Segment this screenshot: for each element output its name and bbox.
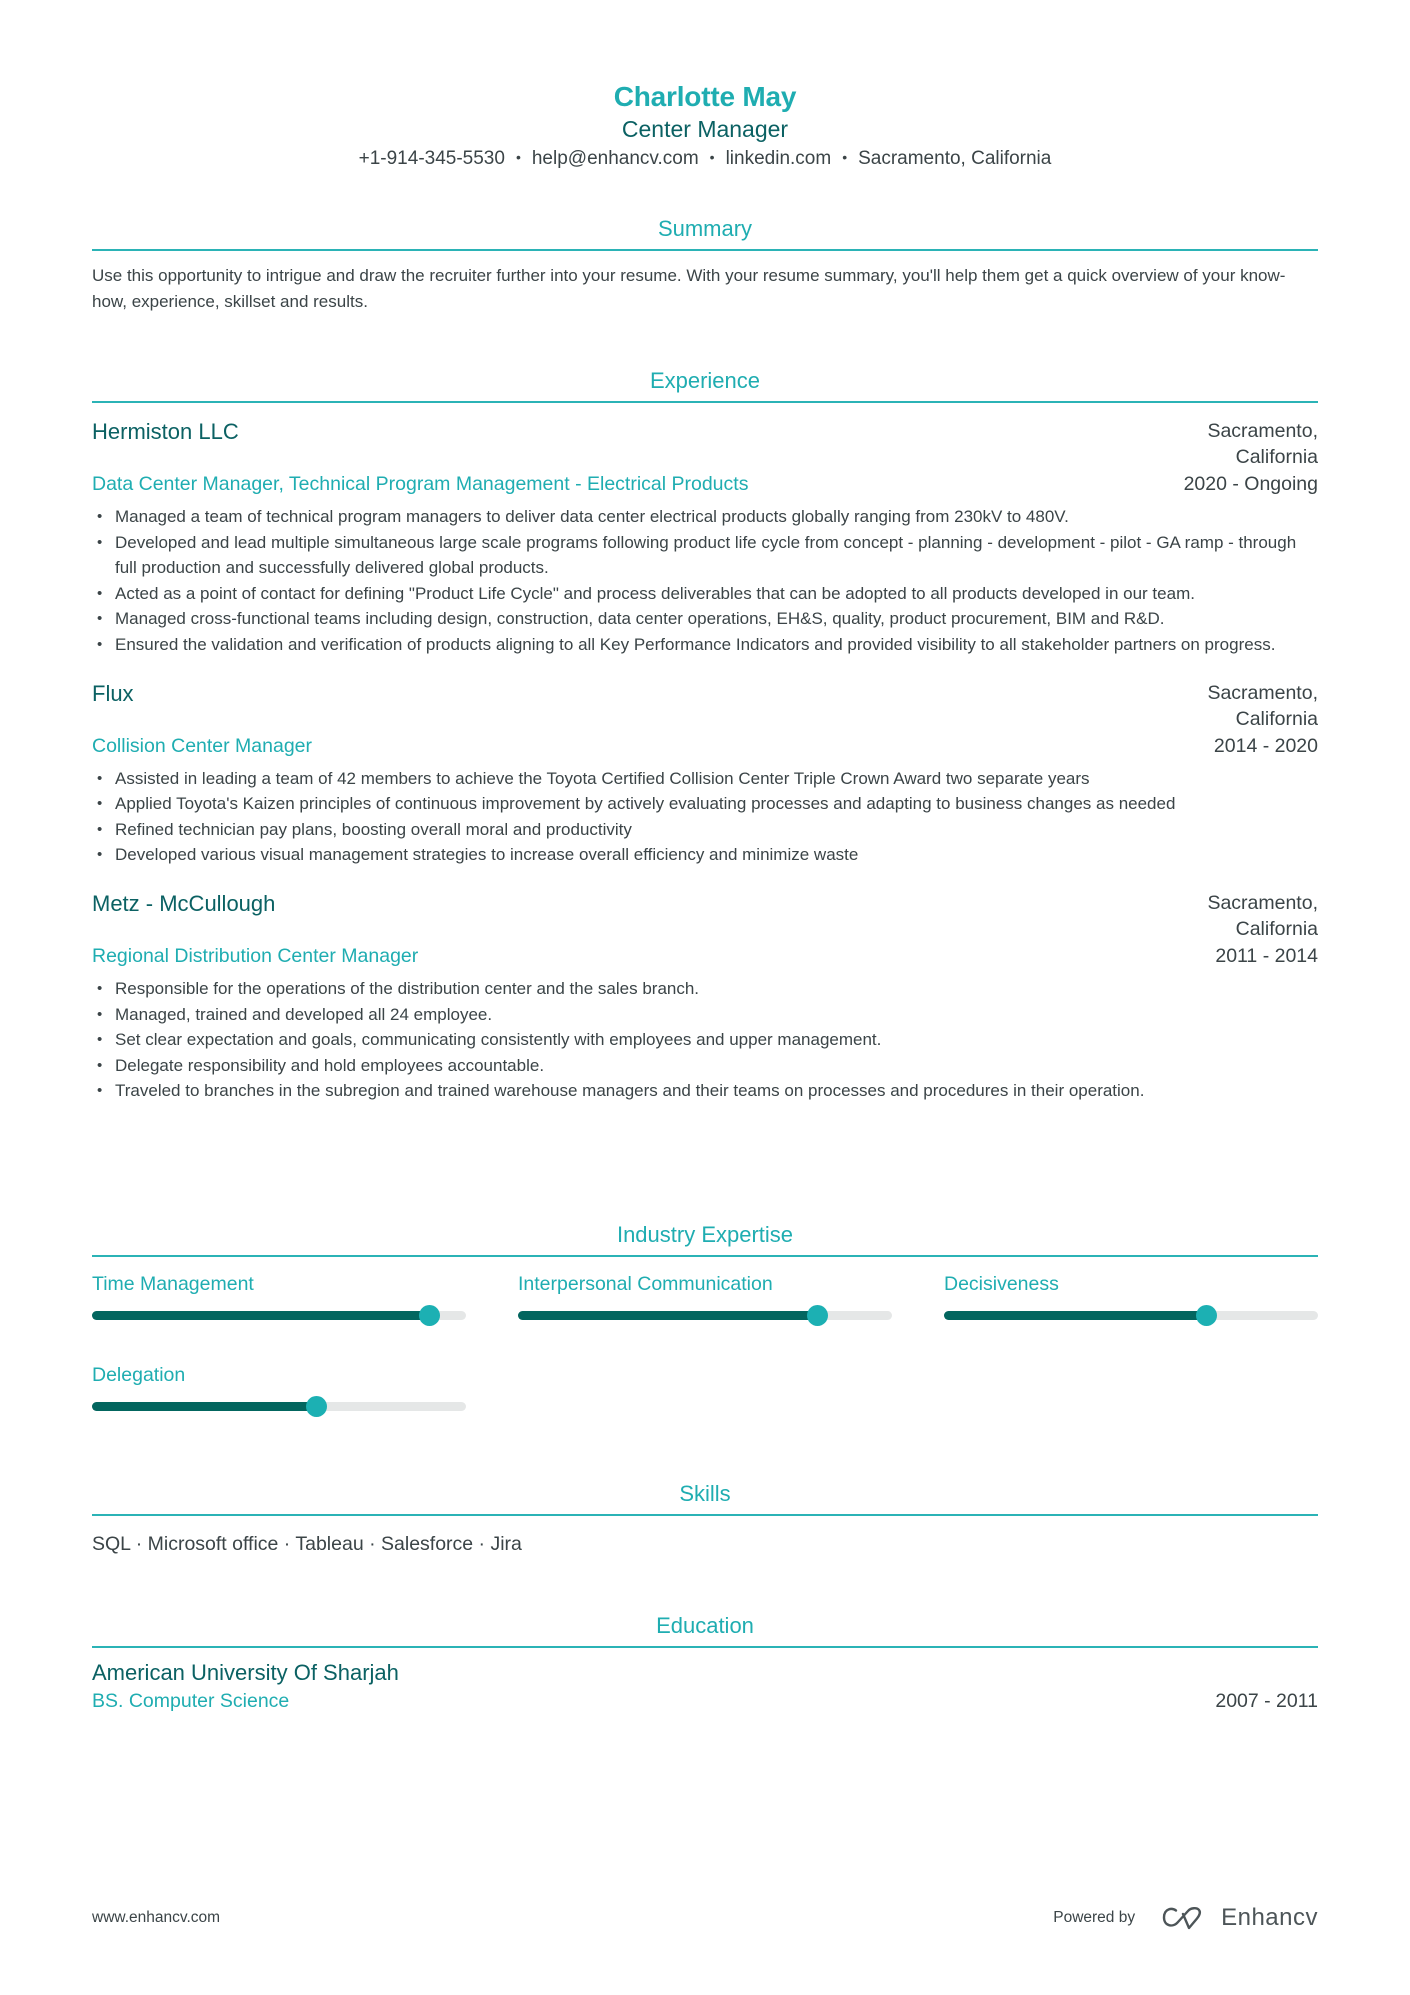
entry-header	[92, 418, 1318, 470]
location-line: California	[1235, 707, 1318, 730]
achievement-item: • Managed, trained and developed all 24 employee.	[92, 1002, 1318, 1028]
section-title-summary: Summary	[657, 216, 753, 241]
enhancv-logo-icon	[1161, 1905, 1207, 1931]
skills-list: SQL · Microsoft office · Tableau · Salesforce · Jira	[92, 1533, 522, 1555]
powered-by	[1053, 1904, 1318, 1932]
skills-section	[92, 1480, 1318, 1558]
degree: BS. Computer Science	[92, 1690, 290, 1712]
entry-location	[1158, 890, 1318, 942]
phone: +1-914-345-5530	[358, 148, 505, 169]
expertise-bar-knob	[419, 1305, 440, 1326]
achievement-item: • Managed cross-functional teams including design, construction, data center operations, EH&S, quality, product procurement, BIM and R&D.	[92, 606, 1318, 632]
experience-section	[92, 367, 1318, 1104]
expertise-bar-fill	[518, 1311, 817, 1320]
location-line: Sacramento,	[1207, 420, 1318, 442]
contact-line	[0, 146, 1410, 172]
achievement-item: • Acted as a point of contact for defining "Product Life Cycle" and process deliverables that can be adopted to all products developed in our team.	[92, 581, 1318, 607]
achievement-list	[92, 766, 1318, 868]
location-line: California	[1235, 446, 1318, 468]
education-dates: 2007 - 2011	[1215, 1690, 1318, 1712]
experience-entry	[92, 890, 1318, 1104]
section-title-skills: Skills	[679, 1481, 731, 1506]
entry-role-row	[92, 732, 1318, 760]
expertise-label: Time Management	[92, 1273, 254, 1295]
expertise-grid	[92, 1271, 1318, 1453]
experience-entry	[92, 418, 1318, 658]
education-entry	[92, 1658, 1318, 1714]
candidate-title: Center Manager	[621, 116, 789, 142]
expertise-bar-knob	[1196, 1305, 1217, 1326]
footer-website-link[interactable]: www.enhancv.com	[92, 1909, 221, 1926]
expertise-label: Decisiveness	[944, 1273, 1059, 1295]
expertise-label: Delegation	[92, 1364, 186, 1386]
summary-text: Use this opportunity to intrigue and draw the recruiter further into your resume. With your resume summary, you'll help them get a quick overview of your know-how, experience, skillset and results.	[92, 266, 1286, 311]
separator-dot: •	[842, 149, 848, 165]
entry-header	[92, 890, 1318, 942]
powered-by-label: Powered by	[1053, 1909, 1136, 1926]
job-title: Data Center Manager, Technical Program Management - Electrical Products	[92, 473, 749, 495]
resume-header	[0, 80, 1410, 172]
entry-location	[1158, 680, 1318, 732]
company-name: Hermiston LLC	[92, 419, 239, 444]
achievement-item: • Refined technician pay plans, boosting overall moral and productivity	[92, 817, 1318, 843]
expertise-item	[92, 1362, 466, 1453]
expertise-item	[944, 1271, 1318, 1362]
expertise-section	[92, 1221, 1318, 1453]
job-title: Collision Center Manager	[92, 734, 313, 757]
achievement-item: • Developed various visual management strategies to increase overall efficiency and minimize waste	[92, 842, 1318, 868]
experience-entry	[92, 680, 1318, 868]
achievement-item: • Managed a team of technical program managers to deliver data center electrical products globally ranging from 230kV to 480V.	[92, 504, 1318, 530]
section-divider	[92, 249, 1318, 251]
expertise-bar-track	[92, 1311, 466, 1320]
expertise-bar-fill	[92, 1402, 316, 1411]
achievement-item: • Responsible for the operations of the distribution center and the sales branch.	[92, 976, 1318, 1002]
entry-location	[1158, 418, 1318, 470]
location-line: Sacramento,	[1207, 891, 1318, 914]
achievement-item: • Set clear expectation and goals, communicating consistently with employees and upper management.	[92, 1027, 1318, 1053]
section-title-experience: Experience	[649, 368, 761, 393]
achievement-item: • Delegate responsibility and hold employees accountable.	[92, 1053, 1318, 1079]
school-name: American University Of Sharjah	[92, 1660, 399, 1685]
job-dates: 2020 - Ongoing	[1183, 473, 1318, 495]
location-line: California	[1235, 917, 1318, 940]
section-divider	[92, 1646, 1318, 1648]
section-divider	[92, 401, 1318, 403]
summary-section	[92, 215, 1318, 314]
candidate-name: Charlotte May	[613, 81, 797, 112]
email-link[interactable]: help@enhancv.com	[531, 148, 699, 169]
expertise-label: Interpersonal Communication	[518, 1273, 773, 1295]
expertise-bar-track	[944, 1311, 1318, 1320]
enhancv-brand: Enhancv	[1221, 1904, 1318, 1931]
separator-dot: •	[515, 149, 521, 165]
job-dates: 2014 - 2020	[1213, 734, 1318, 757]
achievement-item: • Traveled to branches in the subregion and trained warehouse managers and their teams on processes and procedures in their operation.	[92, 1078, 1318, 1104]
separator-dot: •	[709, 149, 715, 165]
section-title-expertise: Industry Expertise	[616, 1222, 794, 1247]
expertise-bar-track	[92, 1402, 466, 1411]
expertise-item	[92, 1271, 466, 1362]
company-name: Metz - McCullough	[92, 890, 276, 916]
entry-role-row	[92, 470, 1318, 498]
achievement-item: • Applied Toyota's Kaizen principles of continuous improvement by actively evaluating processes and adapting to business changes as needed	[92, 791, 1318, 817]
company-name: Flux	[92, 680, 134, 706]
expertise-bar-knob	[306, 1396, 327, 1417]
section-divider	[92, 1514, 1318, 1516]
achievement-item: • Ensured the validation and verification of products aligning to all Key Performance Indicators and provided visibility to all stakeholder partners on progress.	[92, 632, 1318, 658]
page-footer	[92, 1905, 1318, 1931]
education-degree-row	[92, 1688, 1318, 1714]
linkedin-link[interactable]: linkedin.com	[725, 148, 832, 169]
entry-header	[92, 680, 1318, 732]
section-divider	[92, 1255, 1318, 1257]
location: Sacramento, California	[858, 148, 1052, 169]
achievement-item: • Developed and lead multiple simultaneous large scale programs following product life cycle from concept - planning - development - pilot - GA ramp - through full production and successfully delivered global products.	[92, 530, 1318, 581]
expertise-bar-track	[518, 1311, 892, 1320]
job-dates: 2011 - 2014	[1215, 944, 1318, 967]
achievement-list	[92, 504, 1318, 658]
location-line: Sacramento,	[1207, 681, 1318, 704]
expertise-bar-fill	[92, 1311, 429, 1320]
section-title-education: Education	[656, 1613, 754, 1638]
expertise-item	[518, 1271, 892, 1362]
expertise-bar-fill	[944, 1311, 1206, 1320]
entry-role-row	[92, 942, 1318, 970]
job-title: Regional Distribution Center Manager	[92, 944, 419, 967]
achievement-item: • Assisted in leading a team of 42 members to achieve the Toyota Certified Collision Center Triple Crown Award two separate years	[92, 766, 1318, 792]
education-section	[92, 1612, 1318, 1714]
achievement-list	[92, 976, 1318, 1104]
expertise-bar-knob	[807, 1305, 828, 1326]
